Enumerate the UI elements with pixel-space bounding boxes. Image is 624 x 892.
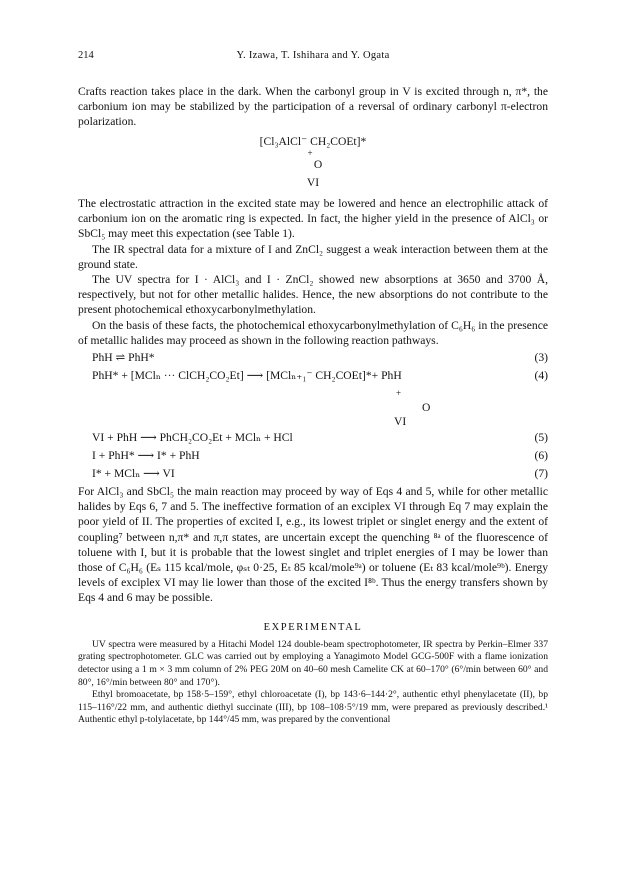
structure-label: VI: [394, 415, 407, 429]
equation-text: VI + PhH ⟶ PhCH₂CO₂Et + MClₙ + HCl: [92, 431, 293, 445]
equation-4: [78, 368, 548, 384]
equation-number: (3): [534, 351, 548, 365]
structure-label: VI: [306, 175, 320, 189]
experimental-paragraph: Ethyl bromoacetate, bp 158·5–159°, ethyl chloroacetate (I), bp 143·6–144·2°, authentic ethyl phenylacetate (II), bp 115–116°/22 mm, and authentic diethyl succinate (III), bp 108–108·5°/19 mm, were prepared as previously described.¹ Authentic ethyl p-tolylacetate, bp 144°/45 mm, was prepared by the conventional: [78, 689, 548, 726]
equation-text: I* + MClₙ ⟶ VI: [92, 467, 175, 481]
structure-vi: [78, 134, 548, 171]
running-header: [78, 50, 548, 66]
equation-text: I + PhH* ⟶ I* + PhH: [92, 449, 200, 463]
paragraph: Crafts reaction takes place in the dark. When the carbonyl group in V is excited through n, π*, the carbonium ion may be stabilized by the participation of a reversal of ordinary carbonyl π-electron polarization.: [78, 85, 548, 129]
equation-4-charge: [78, 386, 548, 400]
charge-plus: +: [396, 388, 402, 399]
equation-7: [78, 466, 548, 482]
structure-charge: +: [307, 147, 313, 158]
paragraph: The IR spectral data for a mixture of I and ZnCl₂ suggest a weak interaction between them at the ground state.: [78, 242, 548, 271]
equation-4-oxygen: [78, 400, 548, 414]
oxygen-atom: O: [422, 401, 431, 415]
experimental-paragraph: UV spectra were measured by a Hitachi Model 124 double-beam spectrophotometer, IR spectra by Perkin–Elmer 337 grating spectrophotometer. GLC was carried out by employing a Yanagimoto Model GCG-500F with a flame ionization detector using a 1 m × 3 mm column of 2% PEG 20M on 40–60 mesh Camelite CK at 60–170° (6°/min between 60° and 80°, 16°/min between 80° and 170°).: [78, 638, 548, 688]
page-number: 214: [78, 50, 94, 61]
paragraph: On the basis of these facts, the photochemical ethoxycarbonylmethylation of C₆H₆ in the presence of metallic halides may proceed as shown in the following reaction pathways.: [78, 318, 548, 347]
structure-oxygen: O: [313, 157, 323, 171]
equation-number: (6): [534, 449, 548, 463]
equation-3: [78, 350, 548, 366]
equation-number: (4): [534, 369, 548, 383]
equation-number: (7): [534, 467, 548, 481]
equation-5: [78, 430, 548, 446]
structure-formula: [Cl₃AlCl⁻ CH₂COEt]*: [259, 134, 367, 148]
paragraph: The electrostatic attraction in the excited state may be lowered and hence an electrophilic attack of carbonium ion on the aromatic ring is expected. In fact, the higher yield in the presence of AlCl₃ or SbCl₅ may meet this expectation (see Table 1).: [78, 197, 548, 241]
article-body: [78, 84, 548, 727]
paragraph: For AlCl₃ and SbCl₅ the main reaction may proceed by way of Eqs 4 and 5, while for other metallic halides by Eqs 6, 7 and 5. The ineffective formation of an exciplex VI through Eq 7 may explain the poor yield of II. The properties of excited I, e.g., its lowest triplet or singlet energy and the extent of coupling⁷ between n,π* and π,π states, are uncertain except the quenching ⁸ᵃ of the fluorescence of toluene with I, but it is probable that the lowest singlet and triplet energies of I may be lower than those of C₆H₆ (Eₛ 115 kcal/mole, φₛₜ 0·25, Eₜ 85 kcal/mole⁹ᵃ) or toluene (Eₜ 83 kcal/mole⁹ᵇ). Energy levels of exciplex VI may lie lower than those of the excited I⁸ᵇ. Thus the energy transfers shown by Eqs 4 and 6 may be possible.: [78, 485, 548, 605]
equation-text: PhH* + [MClₙ ··· ClCH₂CO₂Et] ⟶ [MClₙ₊₁⁻ CH₂COEt]*+ PhH: [92, 369, 402, 383]
equation-number: (5): [534, 431, 548, 445]
section-heading-experimental: EXPERIMENTAL: [263, 621, 363, 633]
equation-text: PhH ⇌ PhH*: [92, 351, 155, 365]
paragraph: The UV spectra for I · AlCl₃ and I · ZnCl₂ showed new absorptions at 3650 and 3700 Å, respectively, but not for other metallic halides. Hence, the new absorptions do not contribute to the present photochemical ethoxycarbonylmethylation.: [78, 273, 548, 317]
equation-6: [78, 448, 548, 464]
running-head-authors: Y. Izawa, T. Ishihara and Y. Ogata: [236, 50, 390, 61]
equation-4-label: [78, 414, 548, 428]
